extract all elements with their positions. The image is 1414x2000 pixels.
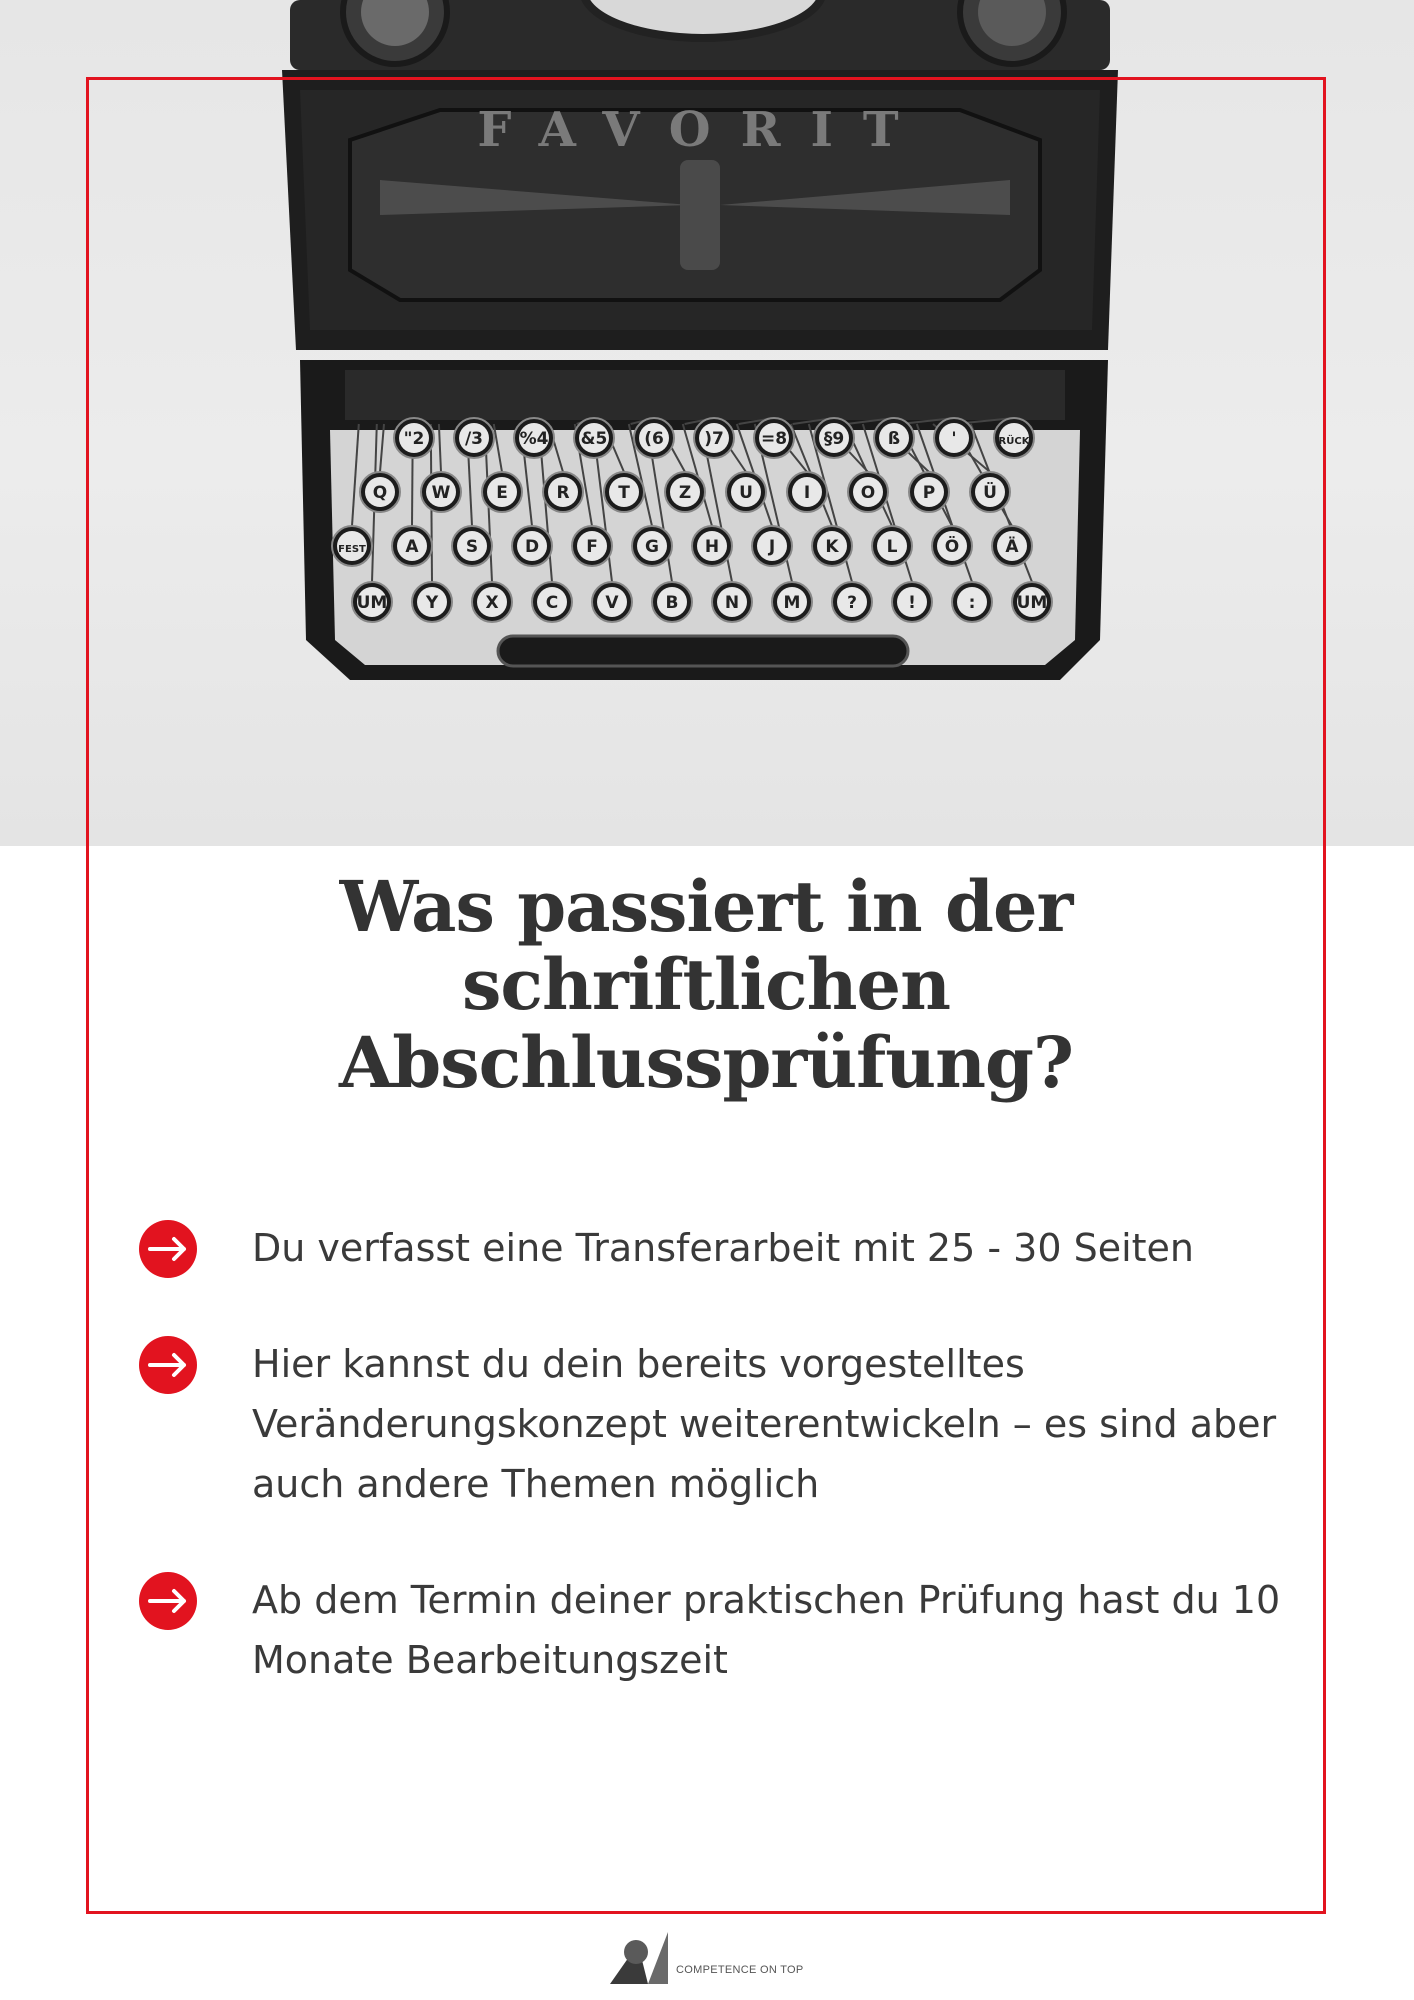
- typewriter-key-label: D: [524, 537, 540, 557]
- bullet-text-3: Ab dem Termin deiner praktischen Prüfung hast du 10 Monate Bearbeitungszeit: [252, 1578, 1281, 1682]
- typewriter-key-label: ß: [887, 429, 901, 449]
- typewriter-key-label: Z: [678, 483, 692, 503]
- typewriter-key-label: "2: [403, 429, 425, 449]
- bullet-text-2: Hier kannst du dein bereits vorgestelltes Veränderungskonzept weiterentwickeln – es sind aber auch andere Themen möglich: [252, 1342, 1277, 1506]
- bullet-item-3: [138, 1570, 1288, 1690]
- arrow-right-circle-icon: [138, 1219, 198, 1279]
- typewriter-key-label: F: [586, 537, 598, 557]
- typewriter-key-label: )7: [704, 429, 724, 449]
- typewriter-key-label: !: [908, 593, 916, 613]
- typewriter-key-label: R: [556, 483, 570, 503]
- typewriter-key-label: Ö: [944, 537, 960, 557]
- typewriter-key-label: T: [618, 483, 630, 503]
- typewriter-key-label: UM: [1016, 593, 1048, 613]
- typewriter-key-label: X: [485, 593, 499, 613]
- typewriter-key-label: H: [704, 537, 720, 557]
- typewriter-key-label: RÜCK: [998, 436, 1030, 447]
- typewriter-key-label: ?: [847, 593, 857, 613]
- bullet-item-2: [138, 1334, 1288, 1514]
- typewriter-illustration: [0, 0, 1414, 846]
- arrow-right-circle-icon: [138, 1571, 198, 1631]
- typewriter-key-label: S: [465, 537, 479, 557]
- typewriter-key-label: Q: [372, 483, 388, 503]
- competence-logo-icon: [608, 1930, 670, 1986]
- typewriter-key-label: M: [783, 593, 801, 613]
- typewriter-key-label: P: [922, 483, 936, 503]
- typewriter-key-label: B: [665, 593, 679, 613]
- typewriter-key-label: §9: [823, 429, 845, 449]
- typewriter-key-label: E: [496, 483, 508, 503]
- typewriter-key-label: (6: [644, 429, 664, 449]
- title-line-1: Was passiert in der schriftlichen: [339, 865, 1073, 1026]
- footer-logo-text: COMPETENCE ON TOP: [676, 1964, 804, 1976]
- typewriter-key-label: I: [803, 483, 811, 503]
- typewriter-key-label: /3: [464, 429, 484, 449]
- typewriter-key-label: W: [431, 483, 451, 503]
- typewriter-key-label: U: [739, 483, 753, 503]
- footer-logo: [608, 1928, 804, 1986]
- typewriter-key-label: :: [968, 593, 976, 613]
- typewriter-key-label: L: [886, 537, 898, 557]
- typewriter-key-label: Ä: [1005, 537, 1019, 557]
- typewriter-key-label: Y: [425, 593, 439, 613]
- typewriter-key-label: V: [605, 593, 619, 613]
- typewriter-key-label: UM: [356, 593, 388, 613]
- typewriter-key-label: %4: [519, 429, 549, 449]
- typewriter-key-label: N: [724, 593, 740, 613]
- hero-typewriter-photo: [0, 0, 1414, 846]
- typewriter-key-label: FEST: [338, 544, 366, 555]
- typewriter-key-label: O: [860, 483, 876, 503]
- brand-plate-text: FAVORIT: [477, 102, 929, 158]
- typewriter-key-label: A: [405, 537, 419, 557]
- typewriter-key-label: G: [645, 537, 659, 557]
- typewriter-key-label: =8: [760, 429, 788, 449]
- title-line-2: Abschlussprüfung?: [338, 1021, 1074, 1104]
- bullet-item-1: [138, 1218, 1288, 1278]
- typewriter-key-label: J: [768, 537, 776, 557]
- typewriter-key-label: &5: [580, 429, 608, 449]
- space-bar: [498, 636, 908, 666]
- typewriter-key-label: Ü: [983, 483, 997, 503]
- bullet-list: [138, 1218, 1288, 1690]
- page-title: [86, 865, 1326, 1104]
- typewriter-key-label: ': [951, 429, 957, 449]
- typewriter-key-label: C: [545, 593, 559, 613]
- bullet-text-1: Du verfasst eine Transferarbeit mit 25 - 30 Seiten: [252, 1226, 1195, 1270]
- typewriter-key-label: K: [825, 537, 839, 557]
- arrow-right-circle-icon: [138, 1335, 198, 1395]
